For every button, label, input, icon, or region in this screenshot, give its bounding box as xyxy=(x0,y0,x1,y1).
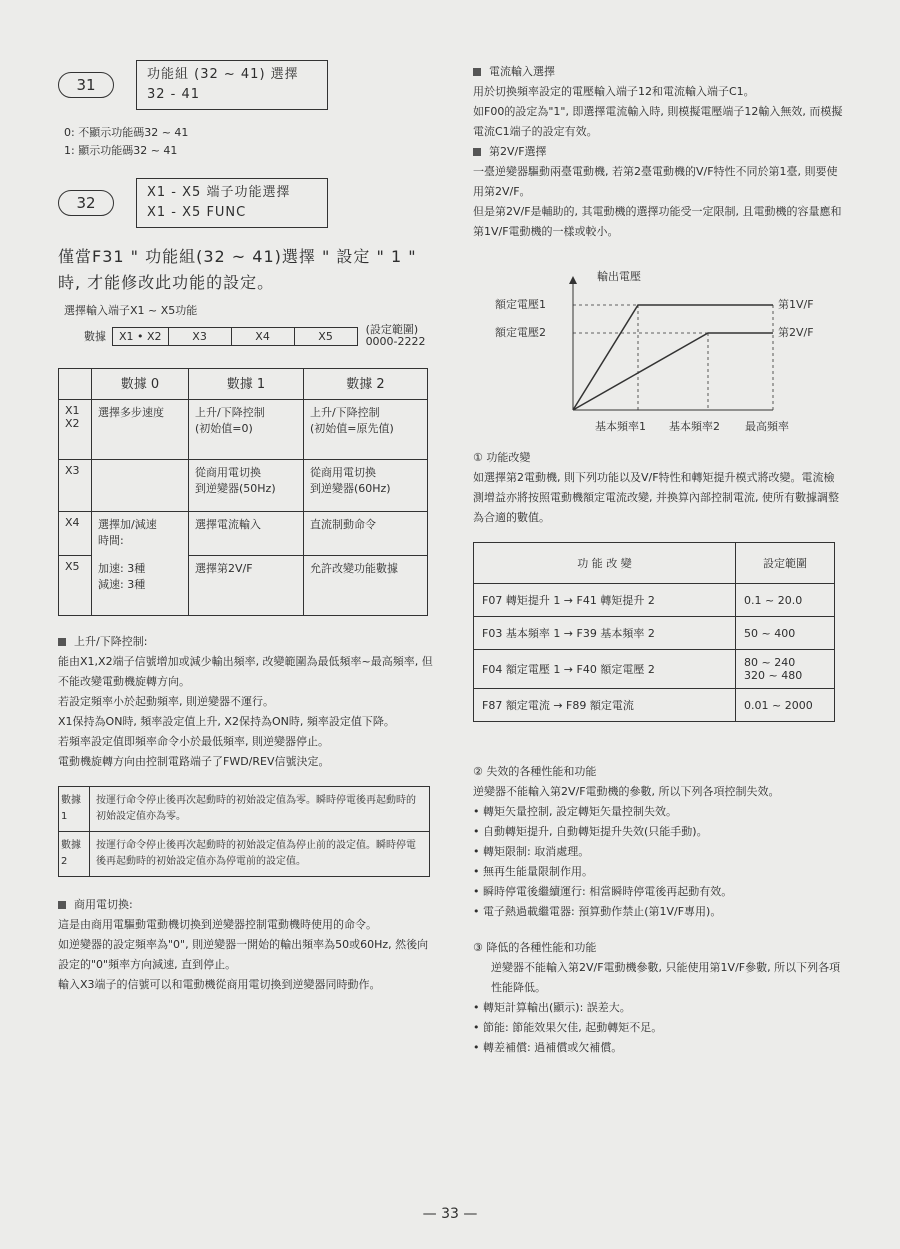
table-cell: 允許改變功能數據 xyxy=(303,556,427,616)
table-cell: F03 基本頻率 1 → F39 基本頻率 2 xyxy=(474,617,736,650)
table-row xyxy=(59,400,428,460)
table-cell: 0.01 ~ 2000 xyxy=(736,689,835,722)
table-cell: X4 xyxy=(59,512,92,556)
section-32-header xyxy=(58,178,438,228)
data-cell: X4 xyxy=(232,328,295,345)
title-line-1: 功能組 (32 ~ 41) 選擇 xyxy=(147,67,299,82)
commercial-section xyxy=(58,895,438,995)
series-label: 第1V/F xyxy=(778,298,814,311)
current-input-heading-text: 電流輸入選擇 xyxy=(489,65,555,78)
table-cell: F87 額定電流 → F89 額定電流 xyxy=(474,689,736,722)
table-cell xyxy=(92,460,189,512)
table-cell: F07 轉矩提升 1 → F41 轉矩提升 2 xyxy=(474,584,736,617)
table-cell: 上升/下降控制 (初始值=原先值) xyxy=(303,400,427,460)
table-cell: F04 額定電壓 1 → F40 額定電壓 2 xyxy=(474,650,736,689)
data-cell: X3 xyxy=(169,328,232,345)
paragraph: 電動機旋轉方向由控制電路端子了FWD/REV信號決定。 xyxy=(58,755,330,768)
vf-chart xyxy=(473,270,843,433)
paragraph: 但是第2V/F是輔助的, 其電動機的選擇功能受一定限制, 且電動機的容量應和第1V/F電動機的一樣或較小。 xyxy=(473,205,842,238)
note-value: 按運行命令停止後再次起動時的初始設定值為零。瞬時停電後再起動時的初始設定值亦為零。 xyxy=(96,795,416,822)
select-bullet: 選擇輸入端子X1 ~ X5功能 xyxy=(64,304,198,317)
data-cell: X5 xyxy=(318,329,333,343)
right-column xyxy=(473,62,843,1058)
table-header: 功 能 改 變 xyxy=(474,543,736,584)
list-item-text: 無再生能量限制作用。 xyxy=(483,865,593,878)
x-tick-label: 基本頻率2 xyxy=(669,420,720,433)
list-item: • 瞬時停電後繼續運行: 相當瞬時停電後再起動有效。 xyxy=(473,885,733,898)
table-header: 數據 0 xyxy=(92,369,189,400)
second-vf-heading-text: 第2V/F選擇 xyxy=(489,145,547,158)
y-tick-label: 額定電壓1 xyxy=(495,298,546,311)
paragraph: 用於切換頻率設定的電壓輸入端子12和電流輸入端子C1。 xyxy=(473,85,755,98)
paragraph: 逆變器不能輸入第2V/F電動機參數, 只能使用第1V/F參數, 所以下列各項性能降低。 xyxy=(491,961,841,994)
paragraph: X1保持為ON時, 頻率設定值上升, X2保持為ON時, 頻率設定值下降。 xyxy=(58,715,395,728)
table-cell: 加速: 3種 減速: 3種 xyxy=(92,556,189,616)
invalid-heading: ② 失效的各種性能和功能 xyxy=(473,765,597,778)
square-bullet-icon xyxy=(58,901,66,909)
invalid-functions-section xyxy=(473,762,843,922)
function-number-31: 31 xyxy=(58,72,114,98)
series-line-2 xyxy=(573,333,773,410)
list-item-text: 轉矩矢量控制, 設定轉矩矢量控制失效。 xyxy=(483,805,677,818)
y-axis-arrow-icon xyxy=(569,276,577,284)
list-item: • 電子熱過載繼電器: 預算動作禁止(第1V/F專用)。 xyxy=(473,905,722,918)
note-row xyxy=(59,787,429,831)
title-line-2: 32 - 41 xyxy=(147,87,201,102)
table-cell: 選擇加/減速 時間: xyxy=(92,512,189,556)
table-row xyxy=(59,556,428,616)
current-input-heading xyxy=(473,62,843,82)
table-row xyxy=(474,584,835,617)
section-31-header xyxy=(58,60,438,110)
paragraph: 逆變器不能輸入第2V/F電動機的參數, 所以下列各項控制失效。 xyxy=(473,785,780,798)
table-row xyxy=(59,460,428,512)
paragraph: 若頻率設定值即頻率命令小於最低頻率, 則逆變器停止。 xyxy=(58,735,329,748)
list-item-text: 電子熱過載繼電器: 預算動作禁止(第1V/F專用)。 xyxy=(483,905,722,918)
list-item: • 轉矩計算輸出(顯示): 誤差大。 xyxy=(473,1001,631,1014)
function-change-table xyxy=(473,542,835,722)
option-0: 0: 不顯示功能碼32 ~ 41 xyxy=(64,126,189,139)
data-format-row xyxy=(58,324,438,348)
updown-heading-text: 上升/下降控制: xyxy=(74,635,148,648)
intro-text: 僅當F31 " 功能組(32 ~ 41)選擇 " 設定 " 1 " 時, 才能修改此功能的設定。 xyxy=(58,247,417,292)
table-header: 設定範圍 xyxy=(736,543,835,584)
table-cell: 從商用電切換 到逆變器(50Hz) xyxy=(189,460,304,512)
table-row xyxy=(59,512,428,556)
paragraph: 如逆變器的設定頻率為"0", 則逆變器一開始的輸出頻率為50或60Hz, 然後向設定的"0"頻率方向減速, 直到停止。 xyxy=(58,938,429,971)
table-cell: 選擇多步速度 xyxy=(92,400,189,460)
table-cell: 直流制動命令 xyxy=(303,512,427,556)
y-axis-label: 輸出電壓 xyxy=(597,270,641,283)
paragraph: 能由X1,X2端子信號增加或減少輸出頻率, 改變範圍為最低頻率~最高頻率, 但不能改變電動機旋轉方向。 xyxy=(58,655,433,688)
terminal-function-table xyxy=(58,368,428,616)
x-tick-label: 基本頻率1 xyxy=(595,420,646,433)
table-header xyxy=(59,369,92,400)
paragraph: 輸入X3端子的信號可以和電動機從商用電切換到逆變器同時動作。 xyxy=(58,978,381,991)
paragraph: 這是由商用電驅動電動機切換到逆變器控制電動機時使用的命令。 xyxy=(58,918,377,931)
function-32-title-box xyxy=(136,178,328,228)
list-item-text: 節能: 節能效果欠佳, 起動轉矩不足。 xyxy=(483,1021,663,1034)
series-line-1 xyxy=(573,305,773,410)
data-cells xyxy=(112,327,358,346)
list-item: • 節能: 節能效果欠佳, 起動轉矩不足。 xyxy=(473,1021,663,1034)
paragraph: 如選擇第2電動機, 則下列功能以及V/F特性和轉矩提升模式將改變。電流檢測增益亦將按照電動機額定電流改變, 并換算內部控制電流, 使所有數據調整為合適的數值。 xyxy=(473,471,839,524)
table-cell: 50 ~ 400 xyxy=(736,617,835,650)
list-item: • 自動轉矩提升, 自動轉矩提升失效(只能手動)。 xyxy=(473,825,708,838)
paragraph: 若設定頻率小於起動頻率, 則逆變器不運行。 xyxy=(58,695,274,708)
square-bullet-icon xyxy=(473,148,481,156)
table-cell: 選擇第2V/F xyxy=(189,556,304,616)
title-line-1: X1 - X5 端子功能選擇 xyxy=(147,185,291,200)
reduced-heading: ③ 降低的各種性能和功能 xyxy=(473,941,597,954)
vf-chart-svg xyxy=(473,270,843,433)
commercial-heading xyxy=(58,895,438,915)
list-item-text: 轉矩計算輸出(顯示): 誤差大。 xyxy=(483,1001,631,1014)
setting-range xyxy=(366,324,426,348)
table-cell: X1 X2 xyxy=(59,400,92,460)
square-bullet-icon xyxy=(58,638,66,646)
second-vf-heading xyxy=(473,142,843,162)
paragraph: 一臺逆變器驅動兩臺電動機, 若第2臺電動機的V/F特性不同於第1臺, 則要使用第2V/F。 xyxy=(473,165,838,198)
range-value: 0000-2222 xyxy=(365,335,426,348)
table-row xyxy=(474,689,835,722)
data-cell: X1 • X2 xyxy=(113,328,169,345)
function-change-section xyxy=(473,448,843,528)
list-item: • 轉差補償: 過補償或欠補償。 xyxy=(473,1041,623,1054)
table-cell: 選擇電流輸入 xyxy=(189,512,304,556)
list-item: • 轉矩限制: 取消處理。 xyxy=(473,845,590,858)
note-key: 數據 1 xyxy=(59,787,90,831)
page-number: — 33 — xyxy=(422,1206,478,1222)
function-change-heading: ① 功能改變 xyxy=(473,451,531,464)
table-cell: X3 xyxy=(59,460,92,512)
left-column xyxy=(58,60,438,995)
table-header-row xyxy=(59,369,428,400)
option-1: 1: 顯示功能碼32 ~ 41 xyxy=(64,144,178,157)
list-item: • 無再生能量限制作用。 xyxy=(473,865,593,878)
list-item: • 轉矩矢量控制, 設定轉矩矢量控制失效。 xyxy=(473,805,677,818)
reduced-functions-section xyxy=(473,938,843,1058)
table-header: 數據 2 xyxy=(303,369,427,400)
note-value: 按運行命令停止後再次起動時的初始設定值為停止前的設定值。瞬時停電後再起動時的初始設定值亦為停電前的設定值。 xyxy=(96,840,416,867)
list-item-text: 轉差補償: 過補償或欠補償。 xyxy=(483,1041,623,1054)
table-cell: X5 xyxy=(59,556,92,616)
x-tick-label: 最高頻率 xyxy=(745,420,789,433)
table-row xyxy=(474,617,835,650)
title-line-2: X1 - X5 FUNC xyxy=(147,205,247,220)
note-key: 數據 2 xyxy=(59,832,90,876)
table-cell: 0.1 ~ 20.0 xyxy=(736,584,835,617)
list-item-text: 自動轉矩提升, 自動轉矩提升失效(只能手動)。 xyxy=(483,825,708,838)
updown-heading xyxy=(58,632,438,652)
note-row xyxy=(59,831,429,876)
square-bullet-icon xyxy=(473,68,481,76)
commercial-heading-text: 商用電切換: xyxy=(74,898,133,911)
data-label: 數據 xyxy=(84,330,106,343)
table-header-row xyxy=(474,543,835,584)
table-cell: 上升/下降控制 (初始值=0) xyxy=(189,400,304,460)
y-tick-label: 額定電壓2 xyxy=(495,326,546,339)
data-note-box xyxy=(58,786,430,877)
table-header: 數據 1 xyxy=(189,369,304,400)
table-row xyxy=(474,650,835,689)
list-item-text: 瞬時停電後繼續運行: 相當瞬時停電後再起動有效。 xyxy=(483,885,733,898)
updown-section xyxy=(58,632,438,772)
table-cell: 80 ~ 240 320 ~ 480 xyxy=(736,650,835,689)
function-number-32: 32 xyxy=(58,190,114,216)
function-31-title-box xyxy=(136,60,328,110)
list-item-text: 轉矩限制: 取消處理。 xyxy=(483,845,590,858)
range-label: (設定範圍) xyxy=(365,323,419,336)
series-label: 第2V/F xyxy=(778,326,814,339)
table-cell: 從商用電切換 到逆變器(60Hz) xyxy=(303,460,427,512)
paragraph: 如F00的設定為"1", 即選擇電流輸入時, 則模擬電壓端子12輸入無效, 而模擬電流C1端子的設定有效。 xyxy=(473,105,843,138)
